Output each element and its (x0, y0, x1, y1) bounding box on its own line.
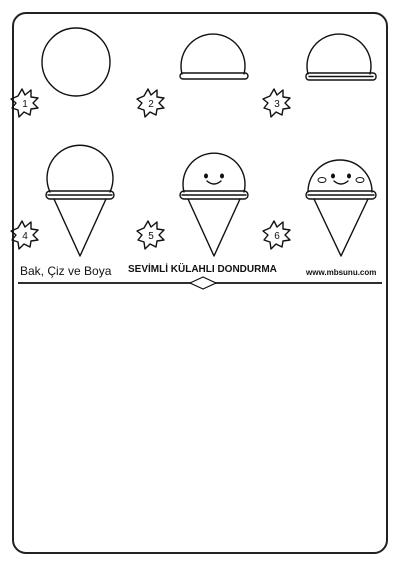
step-6-right-eye (347, 174, 351, 179)
step-3-number: 3 (274, 99, 280, 110)
worksheet-heading: Bak, Çiz ve Boya (20, 264, 112, 278)
step-6-scoop (308, 160, 372, 192)
step-5-scoop (183, 153, 245, 192)
step-1-scoop (42, 28, 110, 96)
step-2-number: 2 (148, 99, 154, 110)
step-6-cone (314, 199, 368, 256)
worksheet-title: SEVİMLİ KÜLAHLI DONDURMA (128, 264, 277, 275)
step-2-rim (180, 73, 248, 79)
step-2-scoop (181, 34, 245, 74)
step-5-right-eye (220, 174, 224, 179)
step-5-left-eye (204, 174, 208, 179)
step-1-number: 1 (22, 99, 28, 110)
step-5-cone (188, 199, 240, 256)
step-4-number: 4 (22, 231, 28, 242)
drawing-area[interactable] (18, 292, 382, 548)
site-label: www.mbsunu.com (306, 268, 377, 277)
step-3-scoop (307, 34, 371, 74)
step-6-right-cheek (356, 178, 364, 183)
step-5-smile (207, 181, 221, 184)
step-4-scoop (47, 145, 113, 192)
step-6-left-cheek (318, 178, 326, 183)
step-6-left-eye (331, 174, 335, 179)
step-4-cone (54, 199, 106, 256)
step-6-number: 6 (274, 231, 280, 242)
divider-diamond (190, 277, 216, 289)
step-5-number: 5 (148, 231, 154, 242)
step-6-smile (334, 181, 348, 184)
